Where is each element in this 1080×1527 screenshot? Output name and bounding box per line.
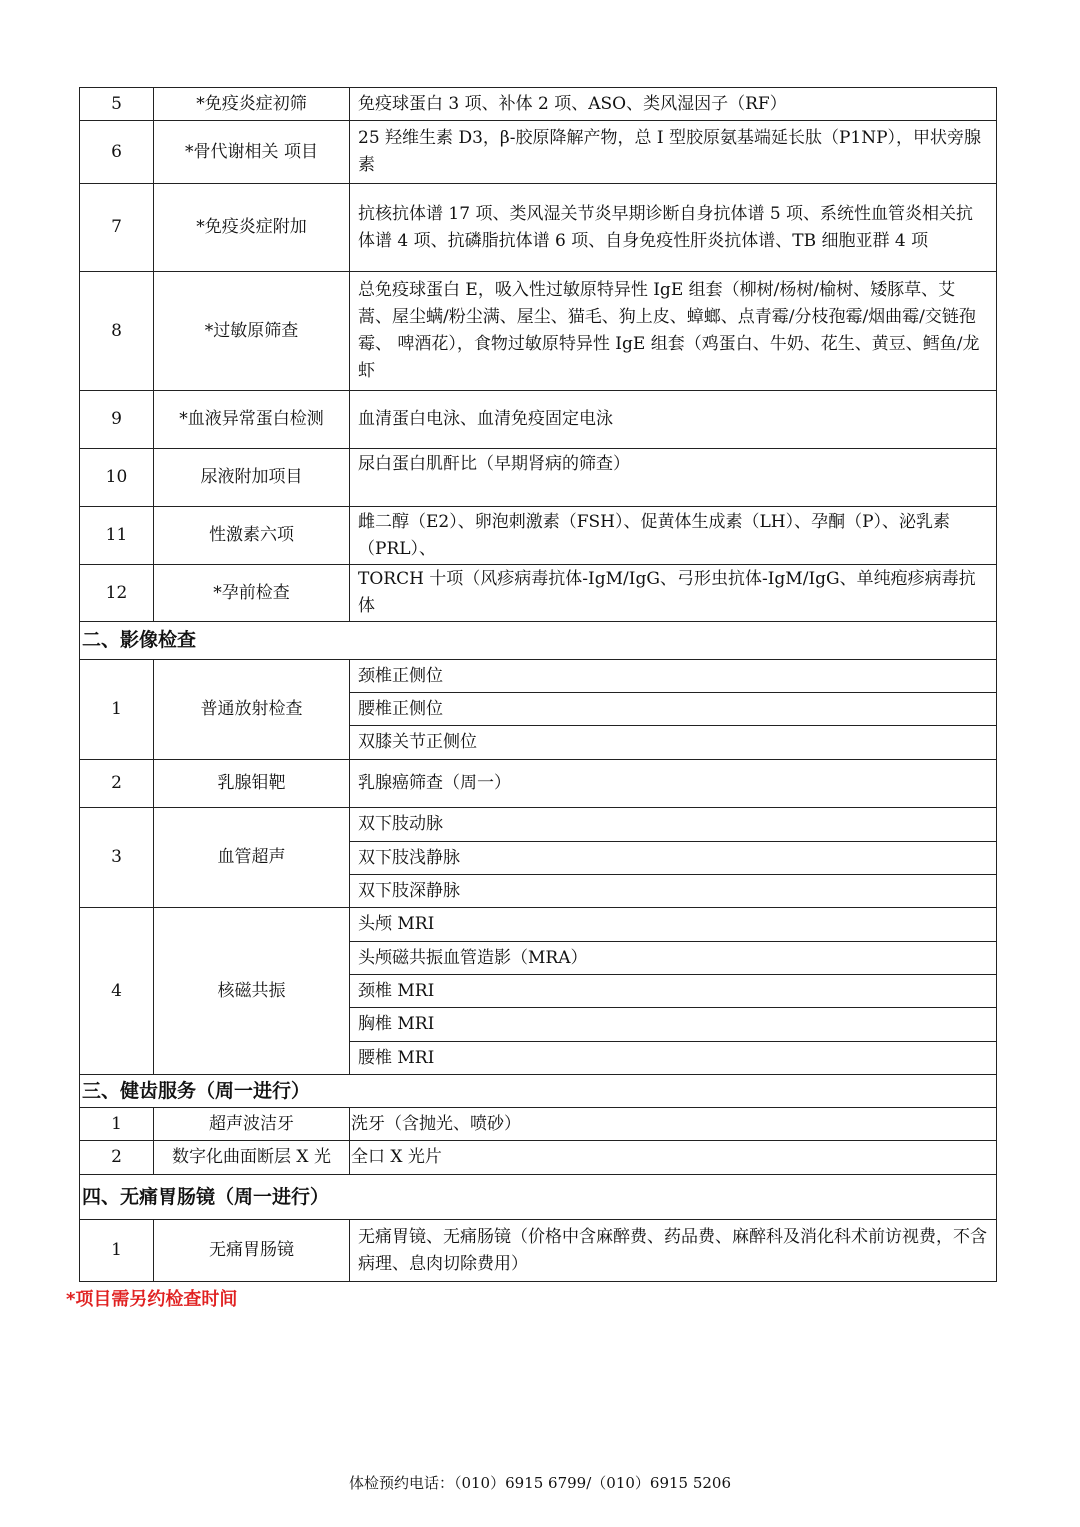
- item-name: 普通放射检查: [154, 660, 350, 760]
- table-row: [80, 184, 997, 272]
- item-name: 血管超声: [154, 808, 350, 908]
- section-title: 三、健齿服务（周一进行）: [80, 1075, 997, 1108]
- item-name: 无痛胃肠镜: [154, 1220, 350, 1282]
- row-number: 1: [80, 660, 154, 760]
- item-detail: 腰椎 MRI: [350, 1042, 997, 1075]
- table-row: [80, 808, 997, 842]
- table-row: [80, 660, 997, 693]
- row-number: 1: [80, 1220, 154, 1282]
- appointment-note: *项目需另约检查时间: [66, 1289, 238, 1310]
- exam-items-table: [79, 87, 997, 1282]
- section-header-imaging: [80, 622, 997, 660]
- row-number: 1: [80, 1108, 154, 1141]
- item-description: 无痛胃镜、无痛肠镜（价格中含麻醉费、药品费、麻醉科及消化科术前访视费，不含病理、息肉切除费用）: [350, 1220, 997, 1282]
- row-number: 11: [80, 507, 154, 565]
- item-name: *血液异常蛋白检测: [154, 391, 350, 449]
- row-number: 10: [80, 449, 154, 507]
- item-name: *过敏原筛查: [154, 272, 350, 391]
- row-number: 3: [80, 808, 154, 908]
- item-description: 洗牙（含抛光、喷砂）: [350, 1108, 997, 1141]
- table-row: [80, 908, 997, 942]
- item-detail: 腰椎正侧位: [350, 693, 997, 726]
- table-row: [80, 391, 997, 449]
- item-detail: 头颅 MRI: [350, 908, 997, 942]
- item-detail: 颈椎正侧位: [350, 660, 997, 693]
- item-name: 超声波洁牙: [154, 1108, 350, 1141]
- item-name: *免疫炎症附加: [154, 184, 350, 272]
- row-number: 12: [80, 565, 154, 622]
- row-number: 8: [80, 272, 154, 391]
- item-description: 尿白蛋白肌酐比（早期肾病的筛查）: [350, 449, 997, 507]
- table-row: [80, 1108, 997, 1141]
- footer-phone: 体检预约电话：（010）6915 6799/（010）6915 5206: [348, 1474, 732, 1492]
- item-description: 全口 X 光片: [350, 1141, 997, 1175]
- row-number: 9: [80, 391, 154, 449]
- item-description: 总免疫球蛋白 E，吸入性过敏原特异性 IgE 组套（柳树/杨树/榆树、矮豚草、艾蒿、屋尘螨/粉尘满、屋尘、猫毛、狗上皮、蟑螂、点青霉/分枝孢霉/烟曲霉/交链孢霉、 啤酒花），食物过敏原特异性 IgE 组套（鸡蛋白、牛奶、花生、黄豆、鳕鱼/龙虾: [350, 272, 997, 391]
- item-detail: 双膝关节正侧位: [350, 726, 997, 760]
- table-row: [80, 507, 997, 565]
- item-detail: 胸椎 MRI: [350, 1008, 997, 1042]
- item-name: *免疫炎症初筛: [154, 88, 350, 121]
- table-row: [80, 88, 997, 121]
- item-name: 数字化曲面断层 X 光: [154, 1141, 350, 1175]
- table-row: [80, 272, 997, 391]
- item-name: 性激素六项: [154, 507, 350, 565]
- item-description: 免疫球蛋白 3 项、补体 2 项、ASO、类风湿因子（RF）: [350, 88, 997, 121]
- item-name: 乳腺钼靶: [154, 760, 350, 808]
- table-row: [80, 760, 997, 808]
- row-number: 7: [80, 184, 154, 272]
- item-name: 核磁共振: [154, 908, 350, 1075]
- table-row: [80, 121, 997, 184]
- table-row: [80, 1141, 997, 1175]
- table-row: [80, 449, 997, 507]
- item-detail: 双下肢深静脉: [350, 875, 997, 908]
- item-name: 尿液附加项目: [154, 449, 350, 507]
- section-title: 二、影像检查: [80, 622, 997, 660]
- row-number: 2: [80, 760, 154, 808]
- item-detail: 头颅磁共振血管造影（MRA）: [350, 942, 997, 975]
- item-detail: 双下肢浅静脉: [350, 842, 997, 875]
- row-number: 2: [80, 1141, 154, 1175]
- table-row: [80, 565, 997, 622]
- item-name: *骨代谢相关 项目: [154, 121, 350, 184]
- row-number: 5: [80, 88, 154, 121]
- section-header-endoscopy: [80, 1175, 997, 1220]
- item-description: 抗核抗体谱 17 项、类风湿关节炎早期诊断自身抗体谱 5 项、系统性血管炎相关抗体谱 4 项、抗磷脂抗体谱 6 项、自身免疫性肝炎抗体谱、TB 细胞亚群 4 项: [350, 184, 997, 272]
- item-description: 血清蛋白电泳、血清免疫固定电泳: [350, 391, 997, 449]
- item-detail: 颈椎 MRI: [350, 975, 997, 1008]
- item-description: TORCH 十项（风疹病毒抗体-IgM/IgG、弓形虫抗体-IgM/IgG、单纯疱疹病毒抗体: [350, 565, 997, 622]
- table-row: [80, 1220, 997, 1282]
- section-title: 四、无痛胃肠镜（周一进行）: [80, 1175, 997, 1220]
- item-name: *孕前检查: [154, 565, 350, 622]
- item-detail: 乳腺癌筛查（周一）: [350, 760, 997, 808]
- item-description: 雌二醇（E2）、卵泡刺激素（FSH）、促黄体生成素（LH）、孕酮（P）、泌乳素（PRL）、: [350, 507, 997, 565]
- row-number: 6: [80, 121, 154, 184]
- section-header-dental: [80, 1075, 997, 1108]
- item-detail: 双下肢动脉: [350, 808, 997, 842]
- row-number: 4: [80, 908, 154, 1075]
- item-description: 25 羟维生素 D3，β-胶原降解产物，总 I 型胶原氨基端延长肽（P1NP），甲状旁腺素: [350, 121, 997, 184]
